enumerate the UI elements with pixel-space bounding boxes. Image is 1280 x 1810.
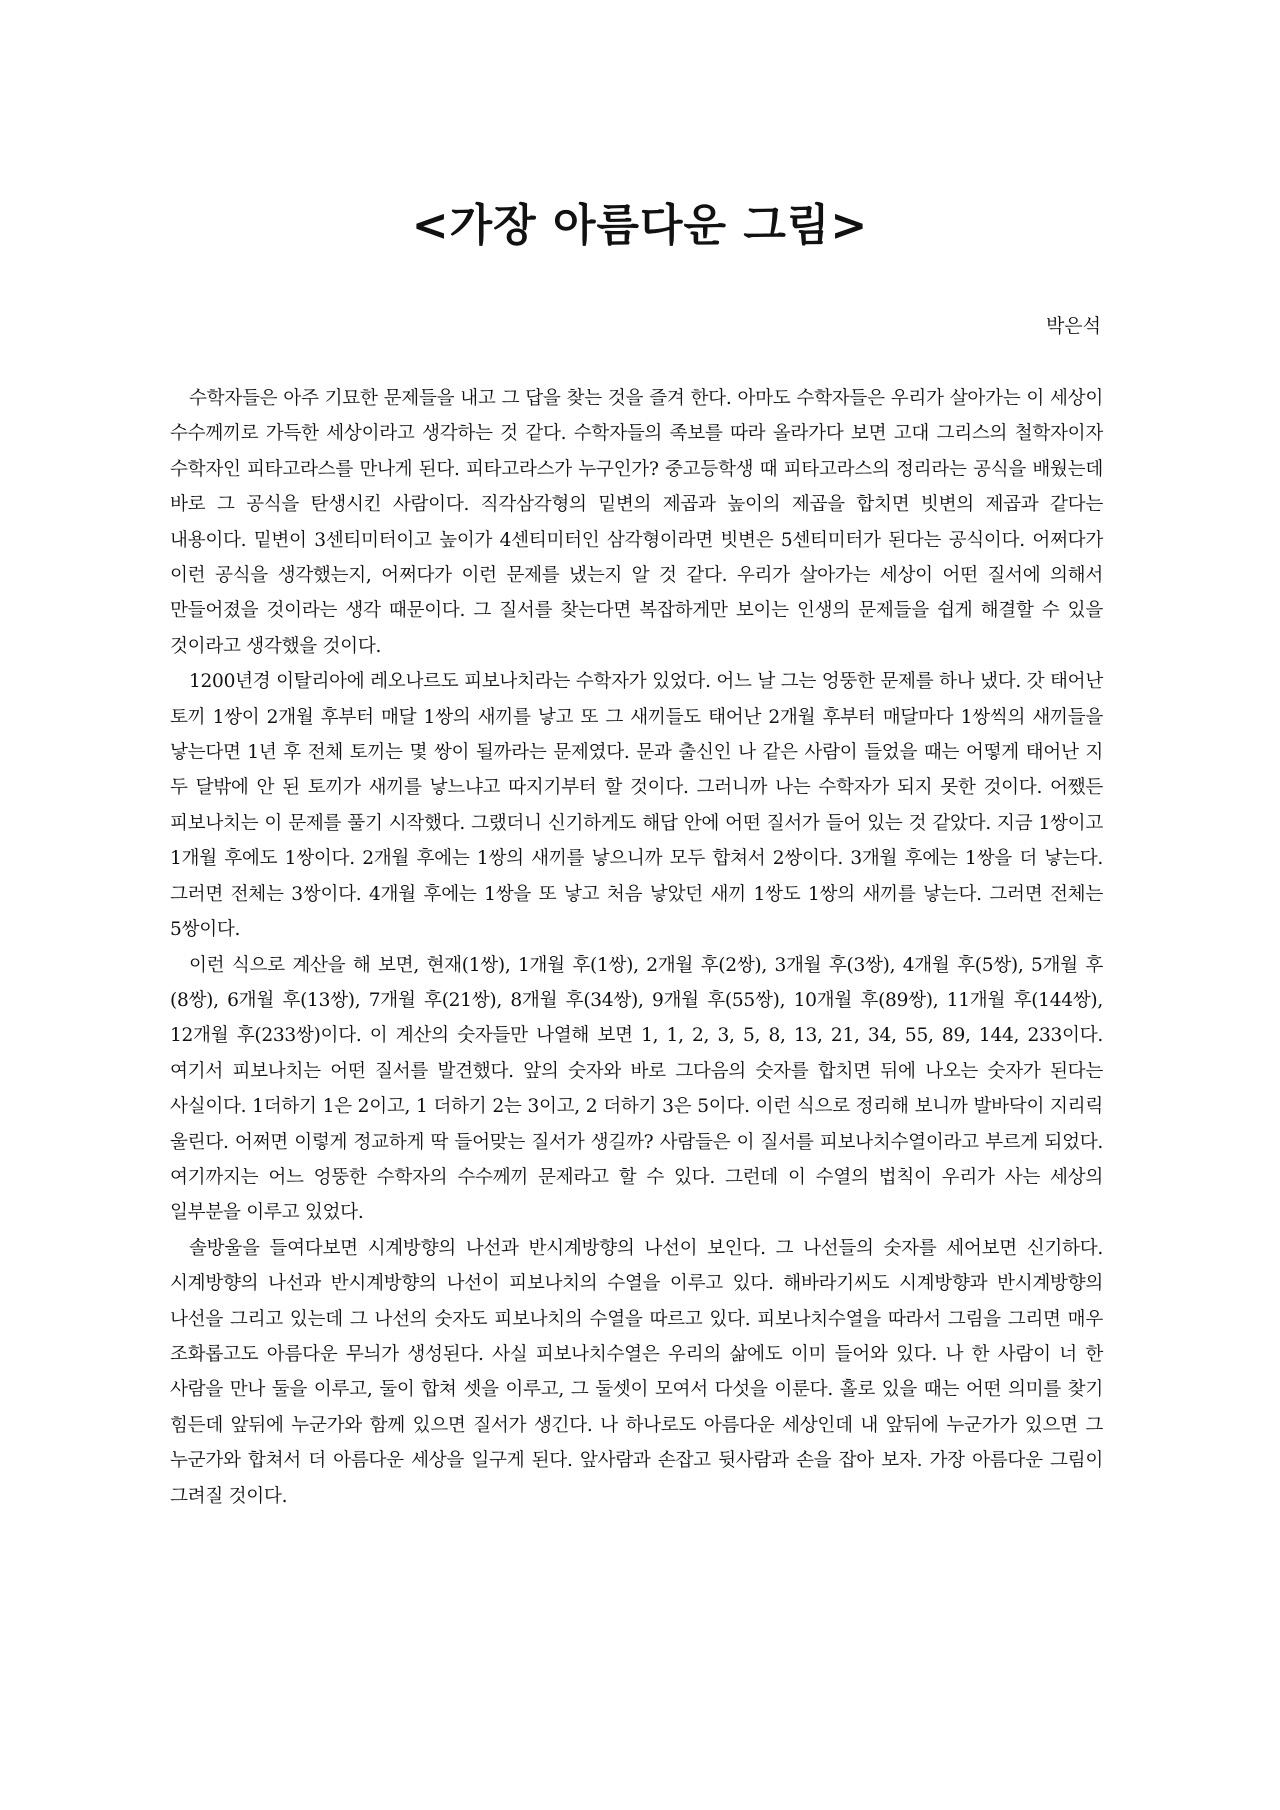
paragraph: 수학자들은 아주 기묘한 문제들을 내고 그 답을 찾는 것을 즐겨 한다. 아마도 수학자들은 우리가 살아가는 이 세상이 수수께끼로 가득한 세상이라고 생각하는 것 같다. 수학자들의 족보를 따라 올라가다 보면 고대 그리스의 철학자이자 수학자인 피타고라스를 만나게 된다. 피타고라스가 누구인가? 중고등학생 때 피타고라스의 정리라는 공식을 배웠는데 바로 그 공식을 탄생시킨 사람이다. 직각삼각형의 밑변의 제곱과 높이의 제곱을 합치면 빗변의 제곱과 같다는 내용이다. 밑변이 3센티미터이고 높이가 4센티미터인 삼각형이라면 빗변은 5센티미터가 된다는 공식이다. 어쩌다가 이런 공식을 생각했는지, 어쩌다가 이런 문제를 냈는지 알 것 같다. 우리가 살아가는 세상이 어떤 질서에 의해서 만들어졌을 것이라는 생각 때문이다. 그 질서를 찾는다면 복잡하게만 보이는 인생의 문제들을 쉽게 해결할 수 있을 것이라고 생각했을 것이다. <box>170 388 1103 657</box>
paragraph: 이런 식으로 계산을 해 보면, 현재(1쌍), 1개월 후(1쌍), 2개월 후(2쌍), 3개월 후(3쌍), 4개월 후(5쌍), 5개월 후(8쌍), 6개월 후(13쌍), 7개월 후(21쌍), 8개월 후(34쌍), 9개월 후(55쌍), 10개월 후(89쌍), 11개월 후(144쌍), 12개월 후(233쌍)이다. 이 계산의 숫자들만 나열해 보면 1, 1, 2, 3, 5, 8, 13, 21, 34, 55, 89, 144, 233이다. 여기서 피보나치는 어떤 질서를 발견했다. 앞의 숫자와 바로 그다음의 숫자를 합치면 뒤에 나오는 숫자가 된다는 사실이다. 1더하기 1은 2이고, 1 더하기 2는 3이고, 2 더하기 3은 5이다. 이런 식으로 정리해 보니까 발바닥이 지리릭 울린다. 어쩌면 이렇게 정교하게 딱 들어맞는 질서가 생길까? 사람들은 이 질서를 피보나치수열이라고 부르게 되었다. 여기까지는 어느 엉뚱한 수학자의 수수께끼 문제라고 할 수 있다. 그런데 이 수열의 법칙이 우리가 사는 세상의 일부분을 이루고 있었다. <box>170 954 1103 1224</box>
author-name: 박은석 <box>1045 315 1101 337</box>
paragraph: 솔방울을 들여다보면 시계방향의 나선과 반시계방향의 나선이 보인다. 그 나선들의 숫자를 세어보면 신기하다. 시계방향의 나선과 반시계방향의 나선이 피보나치의 수열을 이루고 있다. 해바라기씨도 시계방향과 반시계방향의 나선을 그리고 있는데 그 나선의 숫자도 피보나치의 수열을 따르고 있다. 피보나치수열을 따라서 그림을 그리면 매우 조화롭고도 아름다운 무늬가 생성된다. 사실 피보나치수열은 우리의 삶에도 이미 들어와 있다. 나 한 사람이 너 한 사람을 만나 둘을 이루고, 둘이 합쳐 셋을 이루고, 그 둘셋이 모여서 다섯을 이룬다. 홀로 있을 때는 어떤 의미를 찾기 힘든데 앞뒤에 누군가와 함께 있으면 질서가 생긴다. 나 하나로도 아름다운 세상인데 내 앞뒤에 누군가가 있으면 그 누군가와 합쳐서 더 아름다운 세상을 일구게 된다. 앞사람과 손잡고 뒷사람과 손을 잡아 보자. 가장 아름다운 그림이 그려질 것이다. <box>170 1237 1103 1507</box>
page-title: <가장 아름다운 그림> <box>411 200 869 251</box>
paragraph: 1200년경 이탈리아에 레오나르도 피보나치라는 수학자가 있었다. 어느 날 그는 엉뚱한 문제를 하나 냈다. 갓 태어난 토끼 1쌍이 2개월 후부터 매달 1쌍의 새끼를 낳고 또 그 새끼들도 태어난 2개월 후부터 매달마다 1쌍씩의 새끼들을 낳는다면 1년 후 전체 토끼는 몇 쌍이 될까라는 문제였다. 문과 출신인 나 같은 사람이 들었을 때는 어떻게 태어난 지 두 달밖에 안 된 토끼가 새끼를 낳느냐고 따지기부터 할 것이다. 그러니까 나는 수학자가 되지 못한 것이다. 어쨌든 피보나치는 이 문제를 풀기 시작했다. 그랬더니 신기하게도 해답 안에 어떤 질서가 들어 있는 것 같았다. 지금 1쌍이고 1개월 후에도 1쌍이다. 2개월 후에는 1쌍의 새끼를 낳으니까 모두 합쳐서 2쌍이다. 3개월 후에는 1쌍을 더 낳는다. 그러면 전체는 3쌍이다. 4개월 후에는 1쌍을 또 낳고 처음 낳았던 새끼 1쌍도 1쌍의 새끼를 낳는다. 그러면 전체는 5쌍이다. <box>170 671 1103 941</box>
document-body <box>170 381 1103 1514</box>
